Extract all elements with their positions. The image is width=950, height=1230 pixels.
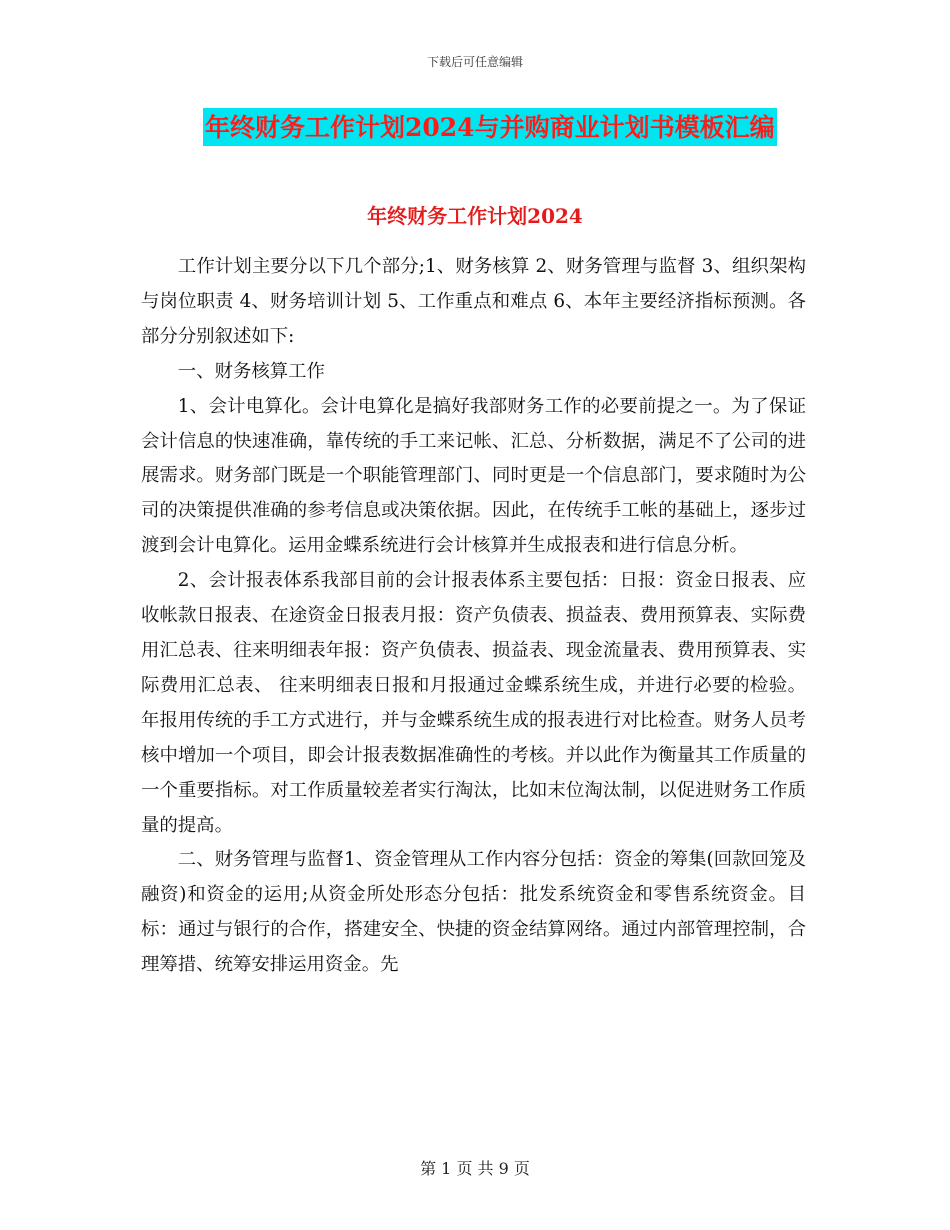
header-note: 下载后可任意编辑	[426, 55, 523, 69]
page-footer: 第 1 页 共 9 页	[420, 1159, 530, 1178]
body-paragraph: 工作计划主要分以下几个部分;1、财务核算 2、财务管理与监督 3、组织架构与岗位职责 4、财务培训计划 5、工作重点和难点 6、本年主要经济指标预测。各部分分别叙述如下:	[141, 256, 806, 347]
body-paragraph: 2、会计报表体系我部目前的会计报表体系主要包括：日报：资金日报表、应收帐款日报表、在途资金日报表月报：资产负债表、损益表、费用预算表、实际费用汇总表、往来明细表年报：资产负债表、损益表、现金流量表、费用预算表、实际费用汇总表、 往来明细表日报和月报通过金蝶系统生成，并进行必要的检验。年报用传统的手工方式进行，并与金蝶系统生成的报表进行对比检查。财务人员考核中增加一个项目，即会计报表数据准确性的考核。并以此作为衡量其工作质量的一个重要指标。对工作质量较差者实行淘汰，比如末位淘汰制，以促进财务工作质量的提高。	[141, 570, 806, 836]
document-title: 年终财务工作计划2024与并购商业计划书模板汇编	[203, 108, 777, 146]
section-title: 年终财务工作计划2024	[367, 204, 583, 228]
document-body	[141, 250, 806, 983]
body-heading: 一、财务核算工作	[177, 360, 325, 382]
body-paragraph: 1、会计电算化。会计电算化是搞好我部财务工作的必要前提之一。为了保证会计信息的快速准确，靠传统的手工来记帐、汇总、分析数据，满足不了公司的进展需求。财务部门既是一个职能管理部门、同时更是一个信息部门，要求随时为公司的决策提供准确的参考信息或决策依据。因此，在传统手工帐的基础上，逐步过渡到会计电算化。运用金蝶系统进行会计核算并生成报表和进行信息分析。	[141, 395, 806, 557]
body-paragraph: 二、财务管理与监督1、资金管理从工作内容分包括：资金的筹集(回款回笼及融资)和资金的运用;从资金所处形态分包括：批发系统资金和零售系统资金。目标：通过与银行的合作，搭建安全、快捷的资金结算网络。通过内部管理控制，合理筹措、统筹安排运用资金。先	[141, 849, 806, 976]
